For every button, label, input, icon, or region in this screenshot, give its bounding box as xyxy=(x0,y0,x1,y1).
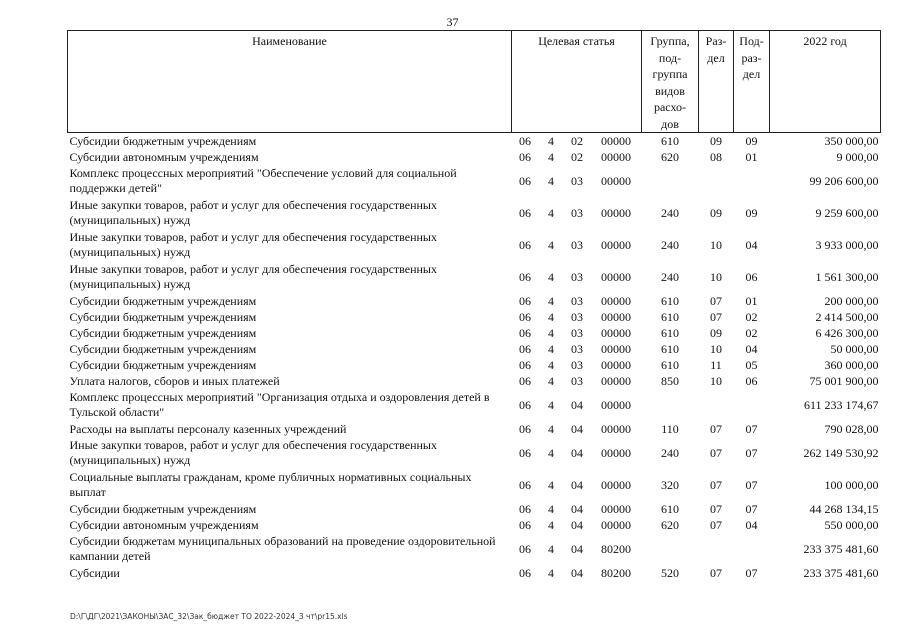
cell-subprogram: 4 xyxy=(548,397,554,412)
cell-measure: 03 xyxy=(571,205,583,220)
table-row xyxy=(68,229,881,261)
cell-subprogram: 4 xyxy=(548,541,554,556)
cell-expense-group: 240 xyxy=(661,237,680,252)
cell-amount: 611 233 174,67 xyxy=(803,397,879,412)
cell-expense-group: 610 xyxy=(661,325,680,340)
cell-subprogram: 4 xyxy=(548,445,554,460)
table-row xyxy=(68,373,881,389)
cell-subsection: 09 xyxy=(745,205,758,220)
cell-amount: 233 375 481,60 xyxy=(803,541,879,556)
cell-name: Субсидии бюджетам муниципальных образований на проведение оздоровительной кампании детей xyxy=(69,534,496,563)
cell-section: 10 xyxy=(710,373,723,388)
cell-section: 07 xyxy=(710,445,723,460)
cell-measure: 04 xyxy=(571,541,583,556)
cell-expense-group xyxy=(642,389,699,421)
cell-expense-group xyxy=(642,533,699,565)
cell-name: Субсидии автономным учреждениям xyxy=(69,149,259,164)
cell-subprogram: 4 xyxy=(548,517,554,532)
cell-direction: 00000 xyxy=(601,133,631,148)
cell-subsection: 04 xyxy=(745,237,758,252)
cell-measure: 03 xyxy=(571,357,583,372)
cell-expense-group: 610 xyxy=(661,133,680,148)
table-row xyxy=(68,325,881,341)
cell-direction: 00000 xyxy=(601,309,631,324)
cell-direction: 00000 xyxy=(601,149,631,164)
cell-section: 07 xyxy=(710,501,723,516)
cell-subsection: 05 xyxy=(745,357,758,372)
cell-amount: 262 149 530,92 xyxy=(803,445,879,460)
cell-subprogram: 4 xyxy=(548,373,554,388)
cell-amount: 200 000,00 xyxy=(824,293,879,308)
cell-expense-group: 610 xyxy=(661,293,680,308)
cell-name: Уплата налогов, сборов и иных платежей xyxy=(69,373,280,388)
header-subsection xyxy=(734,31,770,133)
cell-direction: 80200 xyxy=(601,565,631,580)
table-row xyxy=(68,501,881,517)
cell-section: 07 xyxy=(710,421,723,436)
cell-amount: 233 375 481,60 xyxy=(803,565,879,580)
cell-name: Субсидии xyxy=(69,565,120,580)
cell-expense-group: 610 xyxy=(661,309,680,324)
table-row xyxy=(68,517,881,533)
cell-section: 07 xyxy=(710,293,723,308)
cell-name: Субсидии бюджетным учреждениям xyxy=(69,341,257,356)
cell-expense-group: 320 xyxy=(661,477,680,492)
cell-amount: 790 028,00 xyxy=(824,421,879,436)
cell-expense-group: 240 xyxy=(661,205,680,220)
cell-section: 07 xyxy=(710,517,723,532)
cell-subprogram: 4 xyxy=(548,325,554,340)
table-row xyxy=(68,165,881,197)
table-header-row xyxy=(68,31,881,133)
cell-subprogram: 4 xyxy=(548,565,554,580)
table-row xyxy=(68,533,881,565)
cell-subprogram: 4 xyxy=(548,357,554,372)
cell-direction: 00000 xyxy=(601,501,631,516)
cell-measure: 02 xyxy=(571,133,583,148)
cell-subprogram: 4 xyxy=(548,341,554,356)
cell-section xyxy=(699,389,734,421)
cell-section: 09 xyxy=(710,205,723,220)
cell-measure: 04 xyxy=(571,565,583,580)
cell-name: Иные закупки товаров, работ и услуг для обеспечения государственных (муниципальных) нужд xyxy=(69,438,437,467)
header-target-article: Целевая статья xyxy=(512,31,642,133)
budget-table xyxy=(67,30,881,581)
cell-program: 06 xyxy=(519,309,531,324)
header-section-line: дел xyxy=(707,50,725,65)
cell-subsection xyxy=(734,389,770,421)
cell-program: 06 xyxy=(519,517,531,532)
cell-subsection: 07 xyxy=(745,421,758,436)
cell-direction: 00000 xyxy=(601,325,631,340)
cell-section: 07 xyxy=(710,565,723,580)
cell-amount: 50 000,00 xyxy=(830,341,879,356)
cell-subsection: 07 xyxy=(745,501,758,516)
cell-section: 09 xyxy=(710,133,723,148)
cell-subprogram: 4 xyxy=(548,149,554,164)
cell-program: 06 xyxy=(519,237,531,252)
cell-expense-group: 610 xyxy=(661,501,680,516)
cell-amount: 100 000,00 xyxy=(824,477,879,492)
cell-expense-group: 610 xyxy=(661,357,680,372)
header-name: Наименование xyxy=(68,31,512,133)
cell-subprogram: 4 xyxy=(548,205,554,220)
header-group-line: дов xyxy=(661,116,679,131)
cell-amount: 75 001 900,00 xyxy=(809,373,879,388)
header-subsection-line: Под- xyxy=(739,34,764,48)
cell-direction: 00000 xyxy=(601,269,631,284)
cell-direction: 00000 xyxy=(601,445,631,460)
header-group-line: под- xyxy=(658,50,682,65)
cell-program: 06 xyxy=(519,205,531,220)
cell-program: 06 xyxy=(519,341,531,356)
header-subsection-line: раз- xyxy=(741,50,762,65)
cell-subsection: 01 xyxy=(745,293,758,308)
cell-subsection: 07 xyxy=(745,565,758,580)
header-year: 2022 год xyxy=(770,31,881,133)
cell-name: Комплекс процессных мероприятий "Обеспечение условий для социальной поддержки детей" xyxy=(69,166,457,195)
cell-amount: 550 000,00 xyxy=(824,517,879,532)
cell-name: Иные закупки товаров, работ и услуг для обеспечения государственных (муниципальных) нужд xyxy=(69,198,437,227)
cell-name: Субсидии бюджетным учреждениям xyxy=(69,309,257,324)
cell-amount: 6 426 300,00 xyxy=(815,325,879,340)
cell-subprogram: 4 xyxy=(548,501,554,516)
cell-section: 08 xyxy=(710,149,723,164)
cell-section: 07 xyxy=(710,309,723,324)
cell-expense-group: 520 xyxy=(661,565,680,580)
table-row xyxy=(68,341,881,357)
cell-direction: 00000 xyxy=(601,373,631,388)
cell-name: Социальные выплаты гражданам, кроме публичных нормативных социальных выплат xyxy=(69,470,472,499)
cell-subsection: 06 xyxy=(745,373,758,388)
cell-direction: 00000 xyxy=(601,477,631,492)
cell-measure: 03 xyxy=(571,293,583,308)
cell-direction: 00000 xyxy=(601,341,631,356)
cell-program: 06 xyxy=(519,477,531,492)
cell-subprogram: 4 xyxy=(548,269,554,284)
table-row xyxy=(68,261,881,293)
cell-measure: 03 xyxy=(571,173,583,188)
table-row xyxy=(68,469,881,501)
cell-amount: 9 000,00 xyxy=(836,149,879,164)
cell-section: 10 xyxy=(710,269,723,284)
cell-program: 06 xyxy=(519,501,531,516)
cell-name: Субсидии бюджетным учреждениям xyxy=(69,133,257,148)
header-subsection-line: дел xyxy=(742,67,761,81)
cell-program: 06 xyxy=(519,421,531,436)
table-row xyxy=(68,133,881,150)
cell-expense-group: 240 xyxy=(661,269,680,284)
cell-direction: 00000 xyxy=(601,205,631,220)
header-group-line: Группа, xyxy=(650,34,690,48)
cell-subprogram: 4 xyxy=(548,477,554,492)
table-row xyxy=(68,437,881,469)
cell-program: 06 xyxy=(519,565,531,580)
cell-direction: 00000 xyxy=(601,517,631,532)
cell-program: 06 xyxy=(519,173,531,188)
cell-name: Субсидии бюджетным учреждениям xyxy=(69,501,257,516)
table-row xyxy=(68,357,881,373)
cell-amount: 3 933 000,00 xyxy=(815,237,879,252)
cell-measure: 03 xyxy=(571,309,583,324)
cell-name: Субсидии бюджетным учреждениям xyxy=(69,325,257,340)
cell-subprogram: 4 xyxy=(548,237,554,252)
cell-amount: 99 206 600,00 xyxy=(809,173,879,188)
cell-amount: 350 000,00 xyxy=(824,133,879,148)
cell-program: 06 xyxy=(519,149,531,164)
cell-direction: 00000 xyxy=(601,397,631,412)
cell-name: Субсидии бюджетным учреждениям xyxy=(69,293,257,308)
header-group-line: группа xyxy=(652,67,688,81)
cell-expense-group: 240 xyxy=(661,445,680,460)
cell-expense-group: 110 xyxy=(661,421,679,436)
cell-expense-group xyxy=(642,165,699,197)
cell-subsection xyxy=(734,533,770,565)
cell-direction: 00000 xyxy=(601,357,631,372)
cell-section: 10 xyxy=(710,237,723,252)
cell-program: 06 xyxy=(519,373,531,388)
cell-subsection: 09 xyxy=(745,133,758,148)
cell-section: 11 xyxy=(710,357,722,372)
cell-subsection: 06 xyxy=(745,269,758,284)
file-path-footer: D:\Г\ДГ\2021\ЗАКОНЫ\ЗАС_32\Зак_бюджет ТО 2022-2024_3 чт\pr15.xls xyxy=(70,612,348,621)
cell-section xyxy=(699,533,734,565)
table-body xyxy=(68,133,881,582)
cell-amount: 1 561 300,00 xyxy=(815,269,879,284)
cell-measure: 03 xyxy=(571,325,583,340)
cell-program: 06 xyxy=(519,269,531,284)
cell-program: 06 xyxy=(519,397,531,412)
cell-name: Иные закупки товаров, работ и услуг для обеспечения государственных (муниципальных) нужд xyxy=(69,262,437,291)
cell-measure: 04 xyxy=(571,501,583,516)
cell-program: 06 xyxy=(519,357,531,372)
cell-subprogram: 4 xyxy=(548,309,554,324)
table-row xyxy=(68,293,881,309)
cell-section xyxy=(699,165,734,197)
cell-expense-group: 610 xyxy=(661,341,680,356)
cell-measure: 04 xyxy=(571,517,583,532)
cell-subsection: 02 xyxy=(745,325,758,340)
cell-name: Субсидии бюджетным учреждениям xyxy=(69,357,257,372)
cell-direction: 00000 xyxy=(601,237,631,252)
header-section xyxy=(699,31,734,133)
cell-name: Комплекс процессных мероприятий "Организация отдыха и оздоровления детей в Тульской области" xyxy=(69,390,490,419)
cell-measure: 04 xyxy=(571,477,583,492)
cell-expense-group: 850 xyxy=(661,373,680,388)
cell-program: 06 xyxy=(519,133,531,148)
cell-direction: 00000 xyxy=(601,293,631,308)
cell-name: Расходы на выплаты персоналу казенных учреждений xyxy=(69,421,347,436)
cell-subprogram: 4 xyxy=(548,133,554,148)
cell-subprogram: 4 xyxy=(548,421,554,436)
table-row xyxy=(68,149,881,165)
cell-measure: 02 xyxy=(571,149,583,164)
cell-measure: 03 xyxy=(571,269,583,284)
page-number: 37 xyxy=(446,15,459,29)
header-group-line: расхо- xyxy=(653,100,687,114)
cell-expense-group: 620 xyxy=(661,517,680,532)
cell-measure: 03 xyxy=(571,237,583,252)
cell-subprogram: 4 xyxy=(548,173,554,188)
cell-measure: 04 xyxy=(571,445,583,460)
cell-name: Иные закупки товаров, работ и услуг для обеспечения государственных (муниципальных) нужд xyxy=(69,230,437,259)
cell-subsection xyxy=(734,165,770,197)
cell-amount: 360 000,00 xyxy=(824,357,879,372)
cell-subsection: 07 xyxy=(745,477,758,492)
cell-name: Субсидии автономным учреждениям xyxy=(69,517,259,532)
header-group xyxy=(642,31,699,133)
cell-measure: 03 xyxy=(571,373,583,388)
cell-amount: 2 414 500,00 xyxy=(815,309,879,324)
header-group-line: видов xyxy=(655,83,685,98)
cell-program: 06 xyxy=(519,445,531,460)
cell-section: 07 xyxy=(710,477,723,492)
cell-subsection: 04 xyxy=(745,517,758,532)
table-row xyxy=(68,565,881,581)
cell-amount: 44 268 134,15 xyxy=(809,501,879,516)
table-row xyxy=(68,309,881,325)
cell-program: 06 xyxy=(519,541,531,556)
cell-direction: 80200 xyxy=(601,541,631,556)
cell-measure: 04 xyxy=(571,421,583,436)
table-row xyxy=(68,197,881,229)
cell-program: 06 xyxy=(519,325,531,340)
table-row xyxy=(68,389,881,421)
cell-subsection: 01 xyxy=(745,149,758,164)
cell-subsection: 04 xyxy=(745,341,758,356)
cell-measure: 04 xyxy=(571,397,583,412)
cell-direction: 00000 xyxy=(601,173,631,188)
cell-subsection: 07 xyxy=(745,445,758,460)
cell-section: 09 xyxy=(710,325,723,340)
cell-section: 10 xyxy=(710,341,723,356)
cell-subsection: 02 xyxy=(745,309,758,324)
cell-subprogram: 4 xyxy=(548,293,554,308)
table-row xyxy=(68,421,881,437)
cell-measure: 03 xyxy=(571,341,583,356)
cell-amount: 9 259 600,00 xyxy=(815,205,879,220)
cell-expense-group: 620 xyxy=(661,149,680,164)
header-section-line: Раз- xyxy=(705,34,727,48)
cell-direction: 00000 xyxy=(601,421,631,436)
cell-program: 06 xyxy=(519,293,531,308)
